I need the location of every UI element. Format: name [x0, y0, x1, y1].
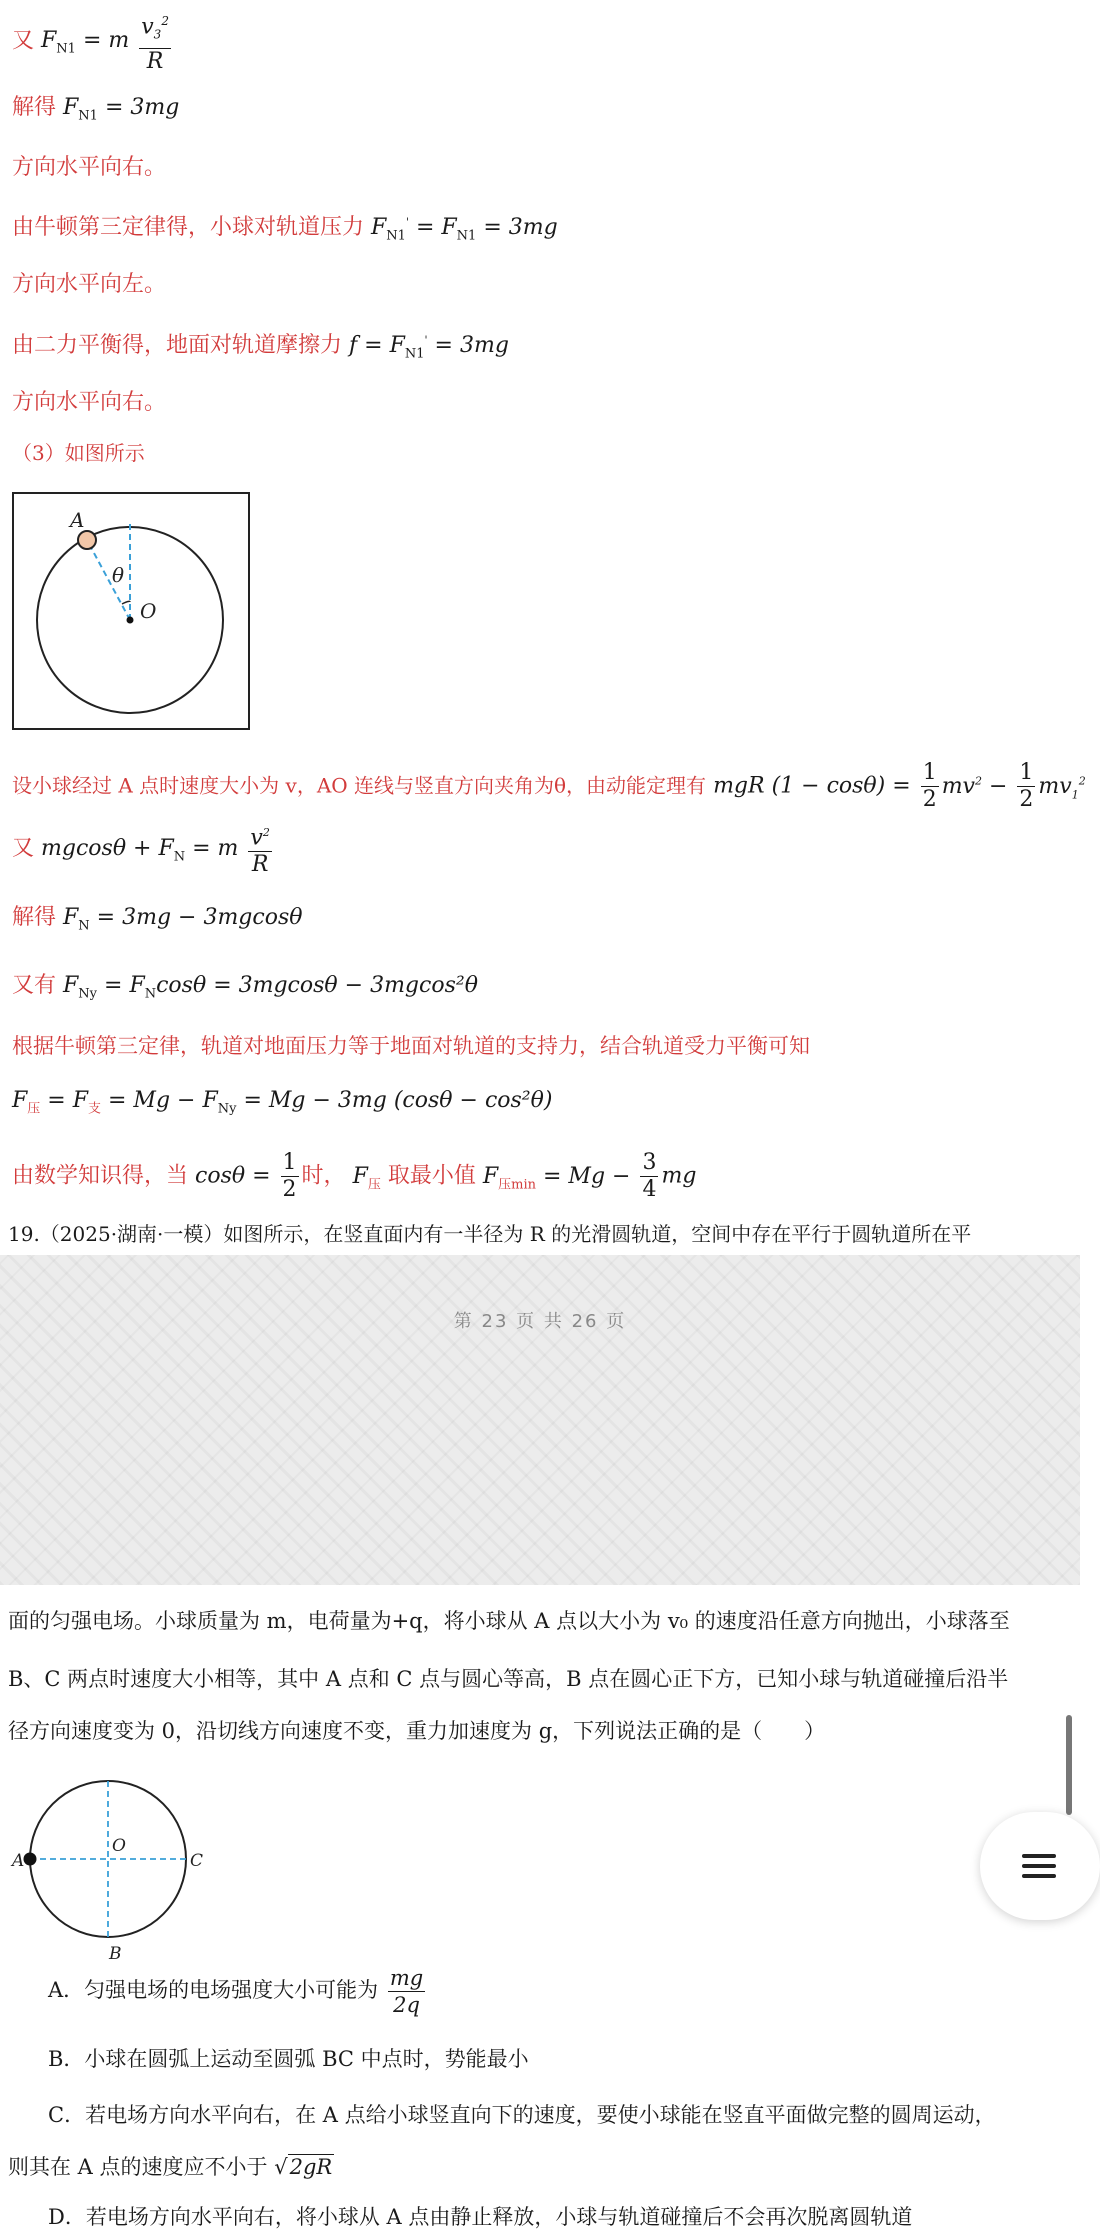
- solution-line-14: [12, 1088, 552, 1116]
- label-theta: θ: [112, 563, 125, 587]
- fraction-mg-2q: $\frac{mg}{2q}$: [389, 1966, 424, 2017]
- text: 由牛顿第三定律得，小球对轨道压力: [12, 215, 365, 240]
- denominator: R: [146, 48, 164, 74]
- formula: $f = F_{N1}' = 3mg$: [349, 333, 509, 362]
- formula-part: = Mg − F: [107, 1088, 218, 1113]
- solution-line-3: 方向水平向右。: [12, 155, 167, 180]
- text: 又: [12, 28, 35, 54]
- fraction-half-3: $\frac{1}{2}$: [282, 1150, 297, 1202]
- formula: mgR (1 − cosθ) =: [713, 773, 911, 799]
- page-footer: 第 23 页 共 26 页: [453, 1311, 627, 1332]
- question-line-2: 面的匀强电场。小球质量为 m，电荷量为+q，将小球从 A 点以大小为 v₀ 的速度沿任意方向抛出，小球落至: [8, 1609, 1010, 1633]
- fraction-v2-r: $\frac{v^2}{R}$: [248, 820, 271, 878]
- formula: [41, 28, 130, 57]
- fraction: [139, 8, 171, 75]
- formula-lhs: mgcosθ + F: [41, 836, 174, 862]
- text: 由二力平衡得，地面对轨道摩擦力: [12, 333, 343, 358]
- formula-eq: = m: [82, 28, 130, 54]
- option-b[interactable]: B．小球在圆弧上运动至圆弧 BC 中点时，势能最小: [48, 2047, 529, 2071]
- label-b: B: [109, 1944, 122, 1964]
- menu-button[interactable]: [980, 1812, 1100, 1920]
- text: 解得: [12, 95, 57, 120]
- question-line-1: 19.（2025·湖南·一模）如图所示，在竖直面内有一半径为 R 的光滑圆轨道，空间中存在平行于圆轨道所在平: [8, 1222, 972, 1246]
- numerator: v: [141, 14, 154, 40]
- text: 时，: [301, 1163, 346, 1189]
- symbol: F: [41, 28, 57, 54]
- solution-line-15: 由数学知识得，当 cosθ = $\frac{1}{2}$ 时， $F_压$ 取最小值 $F_{压min} = Mg$ − $\frac{3}{4}$ mg: [12, 1150, 697, 1202]
- text: 解得: [12, 905, 57, 930]
- scrollbar-thumb[interactable]: [1066, 1715, 1072, 1815]
- solution-line-2: [12, 90, 179, 123]
- formula-rest: = 3mg: [483, 215, 558, 240]
- solution-line-12: [12, 968, 478, 1001]
- option-d[interactable]: D．若电场方向水平向右，将小球从 A 点由静止释放，小球与轨道碰撞后不会再次脱离圆轨道: [48, 2205, 913, 2229]
- text: 设小球经过 A 点时速度大小为 v，AO 连线与竖直方向夹角为θ，由动能定理有: [12, 773, 707, 798]
- numerator-sup: 2: [161, 14, 169, 28]
- solution-line-8: （3）如图所示: [12, 441, 145, 465]
- option-c-line-2[interactable]: [8, 2151, 334, 2181]
- formula: $F_{N1} = 3mg$: [63, 95, 180, 124]
- label-a: A: [70, 508, 85, 532]
- question-line-3: B、C 两点时速度大小相等，其中 A 点和 C 点与圆心等高，B 点在圆心正下方，已知小球与轨道碰撞后沿半: [8, 1667, 1009, 1691]
- page-24: [0, 1585, 1068, 2231]
- solution-line-7: 方向水平向右。: [12, 390, 167, 415]
- text: 又: [12, 836, 35, 862]
- formula: $F_N = 3mg - 3mgcos\theta$: [63, 905, 303, 934]
- fraction-half-2: $\frac{1}{2}$: [1019, 760, 1034, 812]
- solution-line-4: [12, 210, 558, 243]
- text: 取最小值: [387, 1163, 476, 1189]
- label-o: O: [140, 599, 157, 623]
- option-c-text: 则其在 A 点的速度应不小于: [8, 2155, 268, 2179]
- formula: $F_{Ny} = F_N\cos\theta = 3mgcos\theta - 3mgcos^2\theta$: [63, 973, 478, 1002]
- page-gap: [0, 1255, 1080, 1585]
- formula: $mgcos\theta + F_N = m$: [41, 836, 239, 865]
- solution-line-13: 根据牛顿第三定律，轨道对地面压力等于地面对轨道的支持力，结合轨道受力平衡可知: [12, 1034, 810, 1058]
- figure-circle-a: [12, 492, 250, 730]
- formula-rest: cosθ = 3mgcosθ − 3mgcos²θ: [156, 973, 478, 998]
- figure-circle-abc: [8, 1763, 218, 1963]
- question-line-4: 径方向速度变为 0，沿切线方向速度不变，重力加速度为 g，下列说法正确的是（ ）: [8, 1719, 826, 1743]
- solution-line-9: 设小球经过 A 点时速度大小为 v，AO 连线与竖直方向夹角为θ，由动能定理有 mgR (1 − cosθ) = $\frac{1}{2}$ $mv^2$ − $\frac{1}{2}$ $mv_1^2$: [12, 760, 1086, 812]
- text: 由数学知识得，当: [12, 1163, 189, 1189]
- label-o: O: [112, 1836, 126, 1856]
- fraction-3-4: $\frac{3}{4}$: [642, 1150, 657, 1202]
- formula-rest: = Mg − 3mg (cosθ − cos²θ): [243, 1088, 553, 1113]
- solution-line-6: [12, 328, 509, 361]
- hamburger-icon: [1022, 1864, 1056, 1868]
- solution-line-10: [12, 820, 275, 878]
- solution-line-5: 方向水平向左。: [12, 272, 167, 297]
- formula-rest: = 3mg: [434, 333, 509, 358]
- formula: $F_压 = F_支 = Mg - F_{Ny} = Mg - 3mg$ (cosθ − cos²θ): [12, 1088, 553, 1117]
- label-a: A: [12, 1851, 25, 1871]
- subscript: N1: [56, 41, 76, 57]
- formula: $F_{N1}' = F_{N1} = 3mg$: [371, 215, 558, 244]
- formula: $F_{压min} = Mg$ −: [482, 1163, 631, 1192]
- numerator-sub: 3: [153, 27, 162, 42]
- solution-line-1: [12, 8, 174, 75]
- formula-part: = F: [104, 973, 145, 998]
- label-c: C: [190, 1851, 204, 1871]
- hamburger-icon: [1022, 1874, 1056, 1878]
- option-a[interactable]: [48, 1965, 428, 2018]
- hamburger-icon: [1022, 1854, 1056, 1858]
- option-a-text: A．匀强电场的电场强度大小可能为: [48, 1978, 379, 2002]
- option-c-line-1[interactable]: C．若电场方向水平向右，在 A 点给小球竖直向下的速度，要使小球能在竖直平面做完整的圆周运动，: [48, 2103, 996, 2127]
- sqrt-formula: √2gR: [274, 2155, 333, 2179]
- fraction-half: $\frac{1}{2}$: [922, 760, 937, 812]
- formula-rest: = 3mg − 3mgcosθ: [96, 905, 303, 930]
- formula-rest: = 3mg: [104, 95, 180, 120]
- solution-line-11: [12, 900, 303, 933]
- text: 又有: [12, 973, 57, 998]
- formula-rest: = Mg −: [542, 1163, 631, 1189]
